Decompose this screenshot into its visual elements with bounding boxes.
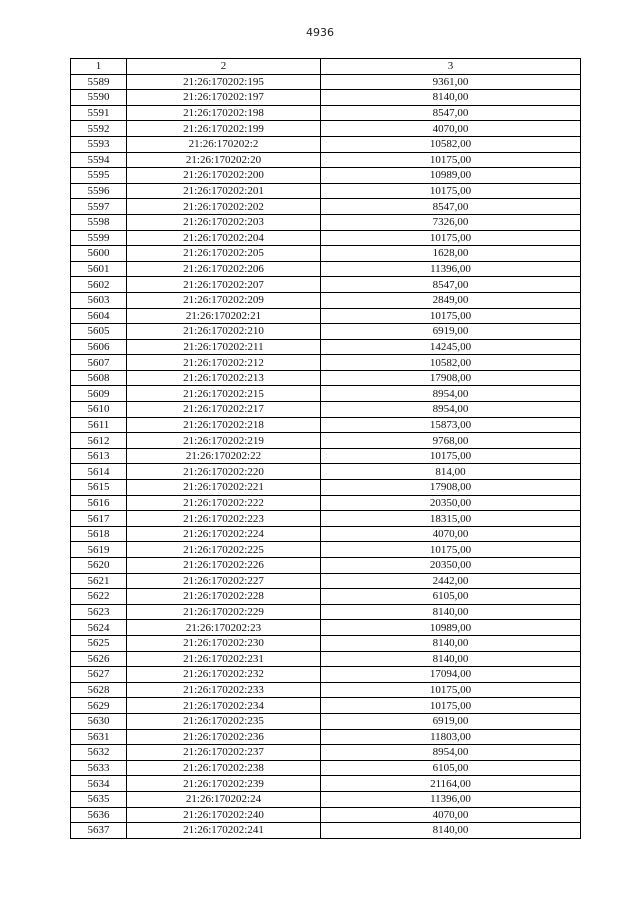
value-cell: 10175,00 (321, 308, 581, 324)
cadastral-number-cell: 21:26:170202:24 (127, 791, 321, 807)
value-cell: 4070,00 (321, 121, 581, 137)
table-row (71, 604, 581, 620)
cadastral-number-cell: 21:26:170202:218 (127, 417, 321, 433)
table-row (71, 791, 581, 807)
cadastral-number-cell: 21:26:170202:225 (127, 542, 321, 558)
table-row (71, 214, 581, 230)
cadastral-number-cell: 21:26:170202:221 (127, 480, 321, 496)
row-number-cell: 5621 (71, 573, 127, 589)
value-cell: 8140,00 (321, 90, 581, 106)
table-row (71, 511, 581, 527)
table-row (71, 168, 581, 184)
cadastral-number-cell: 21:26:170202:199 (127, 121, 321, 137)
value-cell: 8547,00 (321, 105, 581, 121)
table-row (71, 620, 581, 636)
table-row (71, 136, 581, 152)
cadastral-number-cell: 21:26:170202:228 (127, 589, 321, 605)
value-cell: 6105,00 (321, 760, 581, 776)
page-number: 4936 (306, 26, 334, 39)
table-row (71, 355, 581, 371)
cadastral-number-cell: 21:26:170202:237 (127, 745, 321, 761)
table-row (71, 713, 581, 729)
value-cell: 10175,00 (321, 698, 581, 714)
value-cell: 17908,00 (321, 480, 581, 496)
table-row (71, 448, 581, 464)
row-number-cell: 5597 (71, 199, 127, 215)
table-row (71, 105, 581, 121)
cadastral-number-cell: 21:26:170202:239 (127, 776, 321, 792)
row-number-cell: 5615 (71, 480, 127, 496)
row-number-cell: 5609 (71, 386, 127, 402)
table-row (71, 324, 581, 340)
value-cell: 2442,00 (321, 573, 581, 589)
table-row (71, 261, 581, 277)
cadastral-number-cell: 21:26:170202:201 (127, 183, 321, 199)
value-cell: 1628,00 (321, 246, 581, 262)
table-body (71, 74, 581, 838)
row-number-cell: 5623 (71, 604, 127, 620)
cadastral-number-cell: 21:26:170202:235 (127, 713, 321, 729)
row-number-cell: 5600 (71, 246, 127, 262)
row-number-cell: 5608 (71, 370, 127, 386)
value-cell: 10989,00 (321, 620, 581, 636)
table-row (71, 386, 581, 402)
cadastral-number-cell: 21:26:170202:207 (127, 277, 321, 293)
value-cell: 8547,00 (321, 199, 581, 215)
value-cell: 9361,00 (321, 74, 581, 90)
table-row (71, 308, 581, 324)
cadastral-number-cell: 21:26:170202:202 (127, 199, 321, 215)
cadastral-number-cell: 21:26:170202:212 (127, 355, 321, 371)
cadastral-number-cell: 21:26:170202:231 (127, 651, 321, 667)
row-number-cell: 5612 (71, 433, 127, 449)
value-cell: 10175,00 (321, 682, 581, 698)
value-cell: 9768,00 (321, 433, 581, 449)
cadastral-number-cell: 21:26:170202:213 (127, 370, 321, 386)
cadastral-number-cell: 21:26:170202:210 (127, 324, 321, 340)
row-number-cell: 5629 (71, 698, 127, 714)
value-cell: 8954,00 (321, 402, 581, 418)
cadastral-number-cell: 21:26:170202:219 (127, 433, 321, 449)
cadastral-number-cell: 21:26:170202:227 (127, 573, 321, 589)
value-cell: 8954,00 (321, 745, 581, 761)
row-number-cell: 5635 (71, 791, 127, 807)
row-number-cell: 5626 (71, 651, 127, 667)
row-number-cell: 5591 (71, 105, 127, 121)
table-row (71, 807, 581, 823)
table-row (71, 183, 581, 199)
table-row (71, 90, 581, 106)
table-row (71, 558, 581, 574)
row-number-cell: 5620 (71, 558, 127, 574)
cadastral-number-cell: 21:26:170202:222 (127, 495, 321, 511)
cadastral-number-cell: 21:26:170202:217 (127, 402, 321, 418)
cadastral-number-cell: 21:26:170202:209 (127, 292, 321, 308)
table-row (71, 230, 581, 246)
cadastral-number-cell: 21:26:170202:230 (127, 635, 321, 651)
cadastral-number-cell: 21:26:170202:234 (127, 698, 321, 714)
row-number-cell: 5595 (71, 168, 127, 184)
value-cell: 10582,00 (321, 355, 581, 371)
row-number-cell: 5593 (71, 136, 127, 152)
row-number-cell: 5618 (71, 526, 127, 542)
row-number-cell: 5603 (71, 292, 127, 308)
row-number-cell: 5624 (71, 620, 127, 636)
cadastral-number-cell: 21:26:170202:204 (127, 230, 321, 246)
value-cell: 10175,00 (321, 230, 581, 246)
value-cell: 11396,00 (321, 261, 581, 277)
row-number-cell: 5607 (71, 355, 127, 371)
row-number-cell: 5613 (71, 448, 127, 464)
table-row (71, 433, 581, 449)
value-cell: 14245,00 (321, 339, 581, 355)
column-header-1: 1 (71, 59, 127, 75)
row-number-cell: 5602 (71, 277, 127, 293)
table-header-row (71, 59, 581, 75)
cadastral-number-cell: 21:26:170202:224 (127, 526, 321, 542)
cadastral-number-cell: 21:26:170202:197 (127, 90, 321, 106)
row-number-cell: 5633 (71, 760, 127, 776)
value-cell: 8140,00 (321, 635, 581, 651)
row-number-cell: 5637 (71, 823, 127, 839)
value-cell: 6105,00 (321, 589, 581, 605)
cadastral-number-cell: 21:26:170202:211 (127, 339, 321, 355)
value-cell: 10582,00 (321, 136, 581, 152)
value-cell: 8140,00 (321, 823, 581, 839)
value-cell: 10989,00 (321, 168, 581, 184)
row-number-cell: 5610 (71, 402, 127, 418)
value-cell: 8140,00 (321, 651, 581, 667)
value-cell: 10175,00 (321, 152, 581, 168)
row-number-cell: 5596 (71, 183, 127, 199)
row-number-cell: 5632 (71, 745, 127, 761)
table-row (71, 651, 581, 667)
cadastral-number-cell: 21:26:170202:206 (127, 261, 321, 277)
cadastral-number-cell: 21:26:170202:2 (127, 136, 321, 152)
column-header-2: 2 (127, 59, 321, 75)
row-number-cell: 5628 (71, 682, 127, 698)
table-row (71, 495, 581, 511)
row-number-cell: 5625 (71, 635, 127, 651)
table-row (71, 74, 581, 90)
table-row (71, 682, 581, 698)
table-row (71, 121, 581, 137)
table-row (71, 402, 581, 418)
value-cell: 10175,00 (321, 542, 581, 558)
row-number-cell: 5601 (71, 261, 127, 277)
table-row (71, 542, 581, 558)
value-cell: 8547,00 (321, 277, 581, 293)
value-cell: 10175,00 (321, 183, 581, 199)
table-row (71, 480, 581, 496)
cadastral-number-cell: 21:26:170202:238 (127, 760, 321, 776)
row-number-cell: 5604 (71, 308, 127, 324)
value-cell: 4070,00 (321, 526, 581, 542)
table-row (71, 277, 581, 293)
row-number-cell: 5616 (71, 495, 127, 511)
value-cell: 4070,00 (321, 807, 581, 823)
table-row (71, 573, 581, 589)
value-cell: 11803,00 (321, 729, 581, 745)
value-cell: 20350,00 (321, 558, 581, 574)
cadastral-number-cell: 21:26:170202:203 (127, 214, 321, 230)
value-cell: 7326,00 (321, 214, 581, 230)
value-cell: 2849,00 (321, 292, 581, 308)
cadastral-number-cell: 21:26:170202:198 (127, 105, 321, 121)
table-row (71, 635, 581, 651)
table-row (71, 729, 581, 745)
cadastral-number-cell: 21:26:170202:22 (127, 448, 321, 464)
value-cell: 18315,00 (321, 511, 581, 527)
row-number-cell: 5634 (71, 776, 127, 792)
cadastral-number-cell: 21:26:170202:241 (127, 823, 321, 839)
registry-table (70, 58, 581, 839)
row-number-cell: 5605 (71, 324, 127, 340)
table-row (71, 760, 581, 776)
table-row (71, 370, 581, 386)
cadastral-number-cell: 21:26:170202:23 (127, 620, 321, 636)
value-cell: 8954,00 (321, 386, 581, 402)
table-row (71, 667, 581, 683)
row-number-cell: 5614 (71, 464, 127, 480)
cadastral-number-cell: 21:26:170202:232 (127, 667, 321, 683)
table-row (71, 199, 581, 215)
table-row (71, 745, 581, 761)
row-number-cell: 5627 (71, 667, 127, 683)
cadastral-number-cell: 21:26:170202:229 (127, 604, 321, 620)
cadastral-number-cell: 21:26:170202:200 (127, 168, 321, 184)
table-row (71, 823, 581, 839)
row-number-cell: 5611 (71, 417, 127, 433)
table-row (71, 776, 581, 792)
row-number-cell: 5594 (71, 152, 127, 168)
row-number-cell: 5630 (71, 713, 127, 729)
cadastral-number-cell: 21:26:170202:226 (127, 558, 321, 574)
cadastral-number-cell: 21:26:170202:223 (127, 511, 321, 527)
row-number-cell: 5619 (71, 542, 127, 558)
cadastral-number-cell: 21:26:170202:205 (127, 246, 321, 262)
value-cell: 6919,00 (321, 713, 581, 729)
value-cell: 814,00 (321, 464, 581, 480)
table-row (71, 292, 581, 308)
cadastral-number-cell: 21:26:170202:21 (127, 308, 321, 324)
cadastral-number-cell: 21:26:170202:195 (127, 74, 321, 90)
row-number-cell: 5599 (71, 230, 127, 246)
column-header-3: 3 (321, 59, 581, 75)
value-cell: 6919,00 (321, 324, 581, 340)
table-row (71, 589, 581, 605)
table-row (71, 152, 581, 168)
cadastral-number-cell: 21:26:170202:236 (127, 729, 321, 745)
table-row (71, 417, 581, 433)
row-number-cell: 5598 (71, 214, 127, 230)
row-number-cell: 5631 (71, 729, 127, 745)
row-number-cell: 5617 (71, 511, 127, 527)
cadastral-number-cell: 21:26:170202:20 (127, 152, 321, 168)
table-row (71, 246, 581, 262)
row-number-cell: 5622 (71, 589, 127, 605)
cadastral-number-cell: 21:26:170202:233 (127, 682, 321, 698)
cadastral-number-cell: 21:26:170202:240 (127, 807, 321, 823)
table-row (71, 698, 581, 714)
table-row (71, 464, 581, 480)
row-number-cell: 5590 (71, 90, 127, 106)
cadastral-number-cell: 21:26:170202:215 (127, 386, 321, 402)
row-number-cell: 5592 (71, 121, 127, 137)
value-cell: 21164,00 (321, 776, 581, 792)
row-number-cell: 5589 (71, 74, 127, 90)
table-row (71, 339, 581, 355)
cadastral-number-cell: 21:26:170202:220 (127, 464, 321, 480)
value-cell: 17094,00 (321, 667, 581, 683)
value-cell: 10175,00 (321, 448, 581, 464)
table-row (71, 526, 581, 542)
row-number-cell: 5606 (71, 339, 127, 355)
value-cell: 17908,00 (321, 370, 581, 386)
row-number-cell: 5636 (71, 807, 127, 823)
value-cell: 8140,00 (321, 604, 581, 620)
value-cell: 15873,00 (321, 417, 581, 433)
value-cell: 11396,00 (321, 791, 581, 807)
value-cell: 20350,00 (321, 495, 581, 511)
